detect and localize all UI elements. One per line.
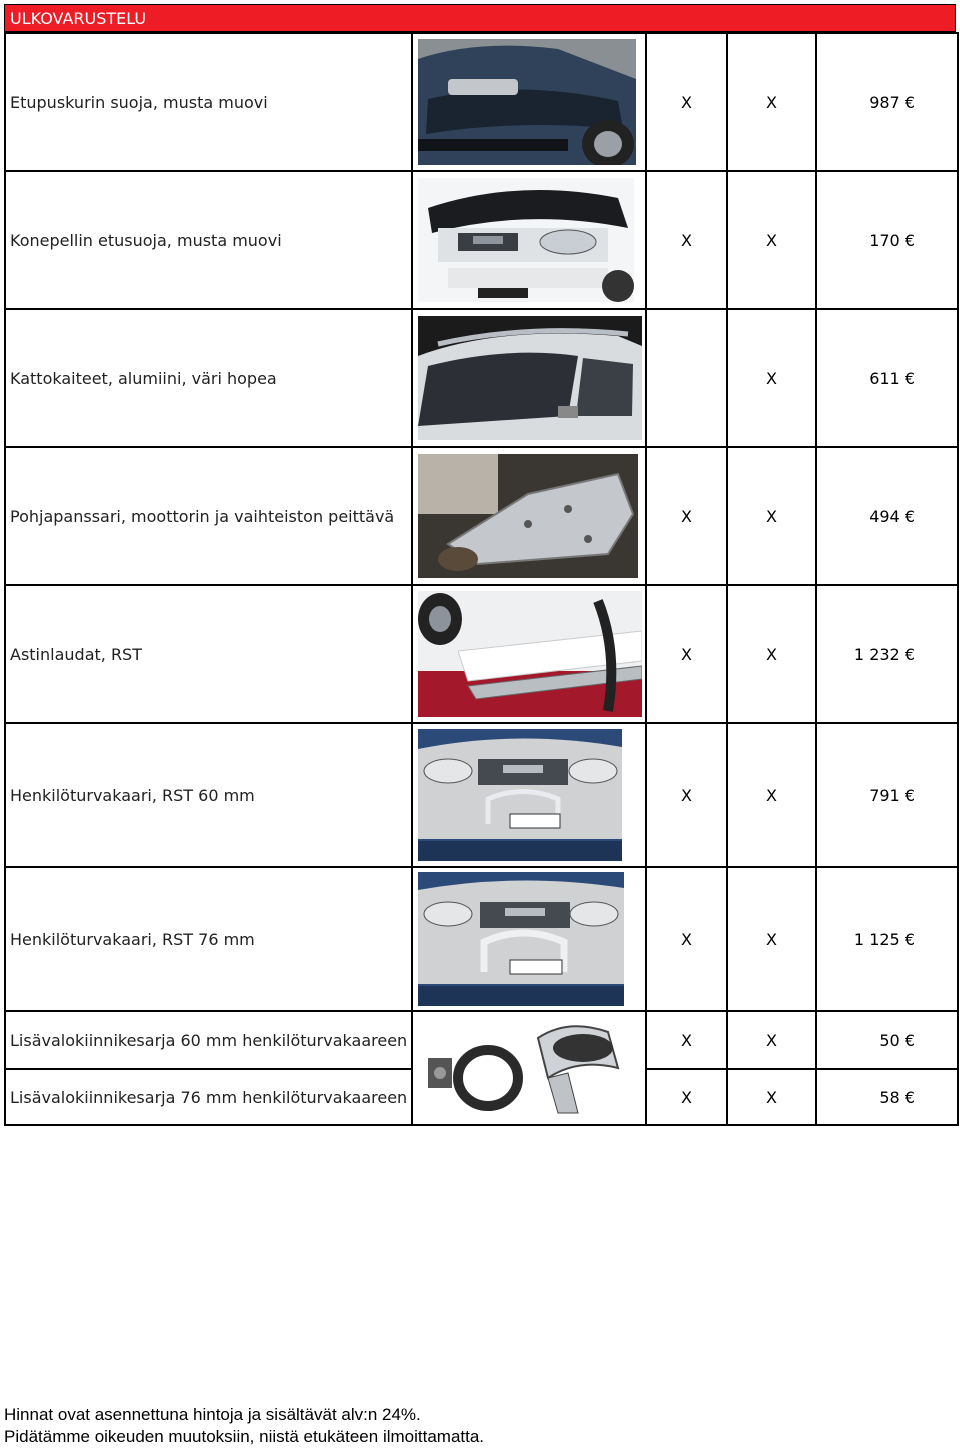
availability-mark: X — [646, 171, 727, 309]
availability-mark — [646, 309, 727, 447]
availability-mark: X — [646, 447, 727, 585]
item-image-cell — [412, 447, 646, 585]
table-row — [5, 171, 958, 309]
bull-bar-60mm-photo — [418, 729, 622, 861]
item-price: 50 € — [816, 1011, 958, 1069]
item-price: 987 € — [816, 33, 958, 171]
table-row — [5, 309, 958, 447]
section-title: ULKOVARUSTELU — [10, 9, 147, 28]
availability-mark: X — [727, 171, 816, 309]
table-row — [5, 723, 958, 867]
footer-vat-note: Hinnat ovat asennettuna hintoja ja sisältävät alv:n 24%. — [4, 1405, 421, 1424]
item-image-cell — [412, 1011, 646, 1125]
underbody-skid-plate-photo — [418, 454, 638, 578]
table-row — [5, 33, 958, 171]
item-price: 58 € — [816, 1069, 958, 1125]
item-name: Kattokaiteet, alumiini, väri hopea — [5, 309, 412, 447]
section-header — [4, 4, 956, 32]
item-name: Etupuskurin suoja, musta muovi — [5, 33, 412, 171]
availability-mark: X — [727, 867, 816, 1011]
item-name: Astinlaudat, RST — [5, 585, 412, 723]
accessory-table — [4, 32, 959, 1126]
availability-mark: X — [727, 723, 816, 867]
truck-roof-rails-photo — [418, 316, 642, 440]
item-price: 1 232 € — [816, 585, 958, 723]
availability-mark: X — [646, 1069, 727, 1125]
availability-mark: X — [646, 867, 727, 1011]
item-price: 170 € — [816, 171, 958, 309]
availability-mark: X — [646, 585, 727, 723]
side-step-board-photo — [418, 591, 642, 717]
footer-notes — [4, 1404, 484, 1448]
table-row — [5, 585, 958, 723]
table-row — [5, 867, 958, 1011]
item-name: Henkilöturvakaari, RST 76 mm — [5, 867, 412, 1011]
item-price: 1 125 € — [816, 867, 958, 1011]
availability-mark: X — [727, 585, 816, 723]
bull-bar-76mm-photo — [418, 872, 624, 1006]
item-name: Pohjapanssari, moottorin ja vaihteiston peittävä — [5, 447, 412, 585]
truck-hood-deflector-photo — [418, 178, 634, 302]
item-price: 791 € — [816, 723, 958, 867]
item-name: Lisävalokiinnikesarja 76 mm henkilöturvakaareen — [5, 1069, 412, 1125]
availability-mark: X — [646, 1011, 727, 1069]
availability-mark: X — [646, 723, 727, 867]
item-image-cell — [412, 585, 646, 723]
light-mount-bracket-photo — [418, 1018, 630, 1118]
footer-disclaimer: Pidätämme oikeuden muutoksiin, niistä etukäteen ilmoittamatta. — [4, 1427, 485, 1446]
item-image-cell — [412, 309, 646, 447]
availability-mark: X — [727, 1011, 816, 1069]
availability-mark: X — [727, 447, 816, 585]
item-image-cell — [412, 171, 646, 309]
item-name: Lisävalokiinnikesarja 60 mm henkilöturvakaareen — [5, 1011, 412, 1069]
availability-mark: X — [727, 309, 816, 447]
item-price: 494 € — [816, 447, 958, 585]
item-name: Henkilöturvakaari, RST 60 mm — [5, 723, 412, 867]
availability-mark: X — [646, 33, 727, 171]
table-row — [5, 447, 958, 585]
item-image-cell — [412, 33, 646, 171]
item-price: 611 € — [816, 309, 958, 447]
availability-mark: X — [727, 1069, 816, 1125]
item-image-cell — [412, 867, 646, 1011]
item-name: Konepellin etusuoja, musta muovi — [5, 171, 412, 309]
truck-front-bumper-guard-photo — [418, 39, 636, 165]
item-image-cell — [412, 723, 646, 867]
availability-mark: X — [727, 33, 816, 171]
table-row — [5, 1011, 958, 1069]
